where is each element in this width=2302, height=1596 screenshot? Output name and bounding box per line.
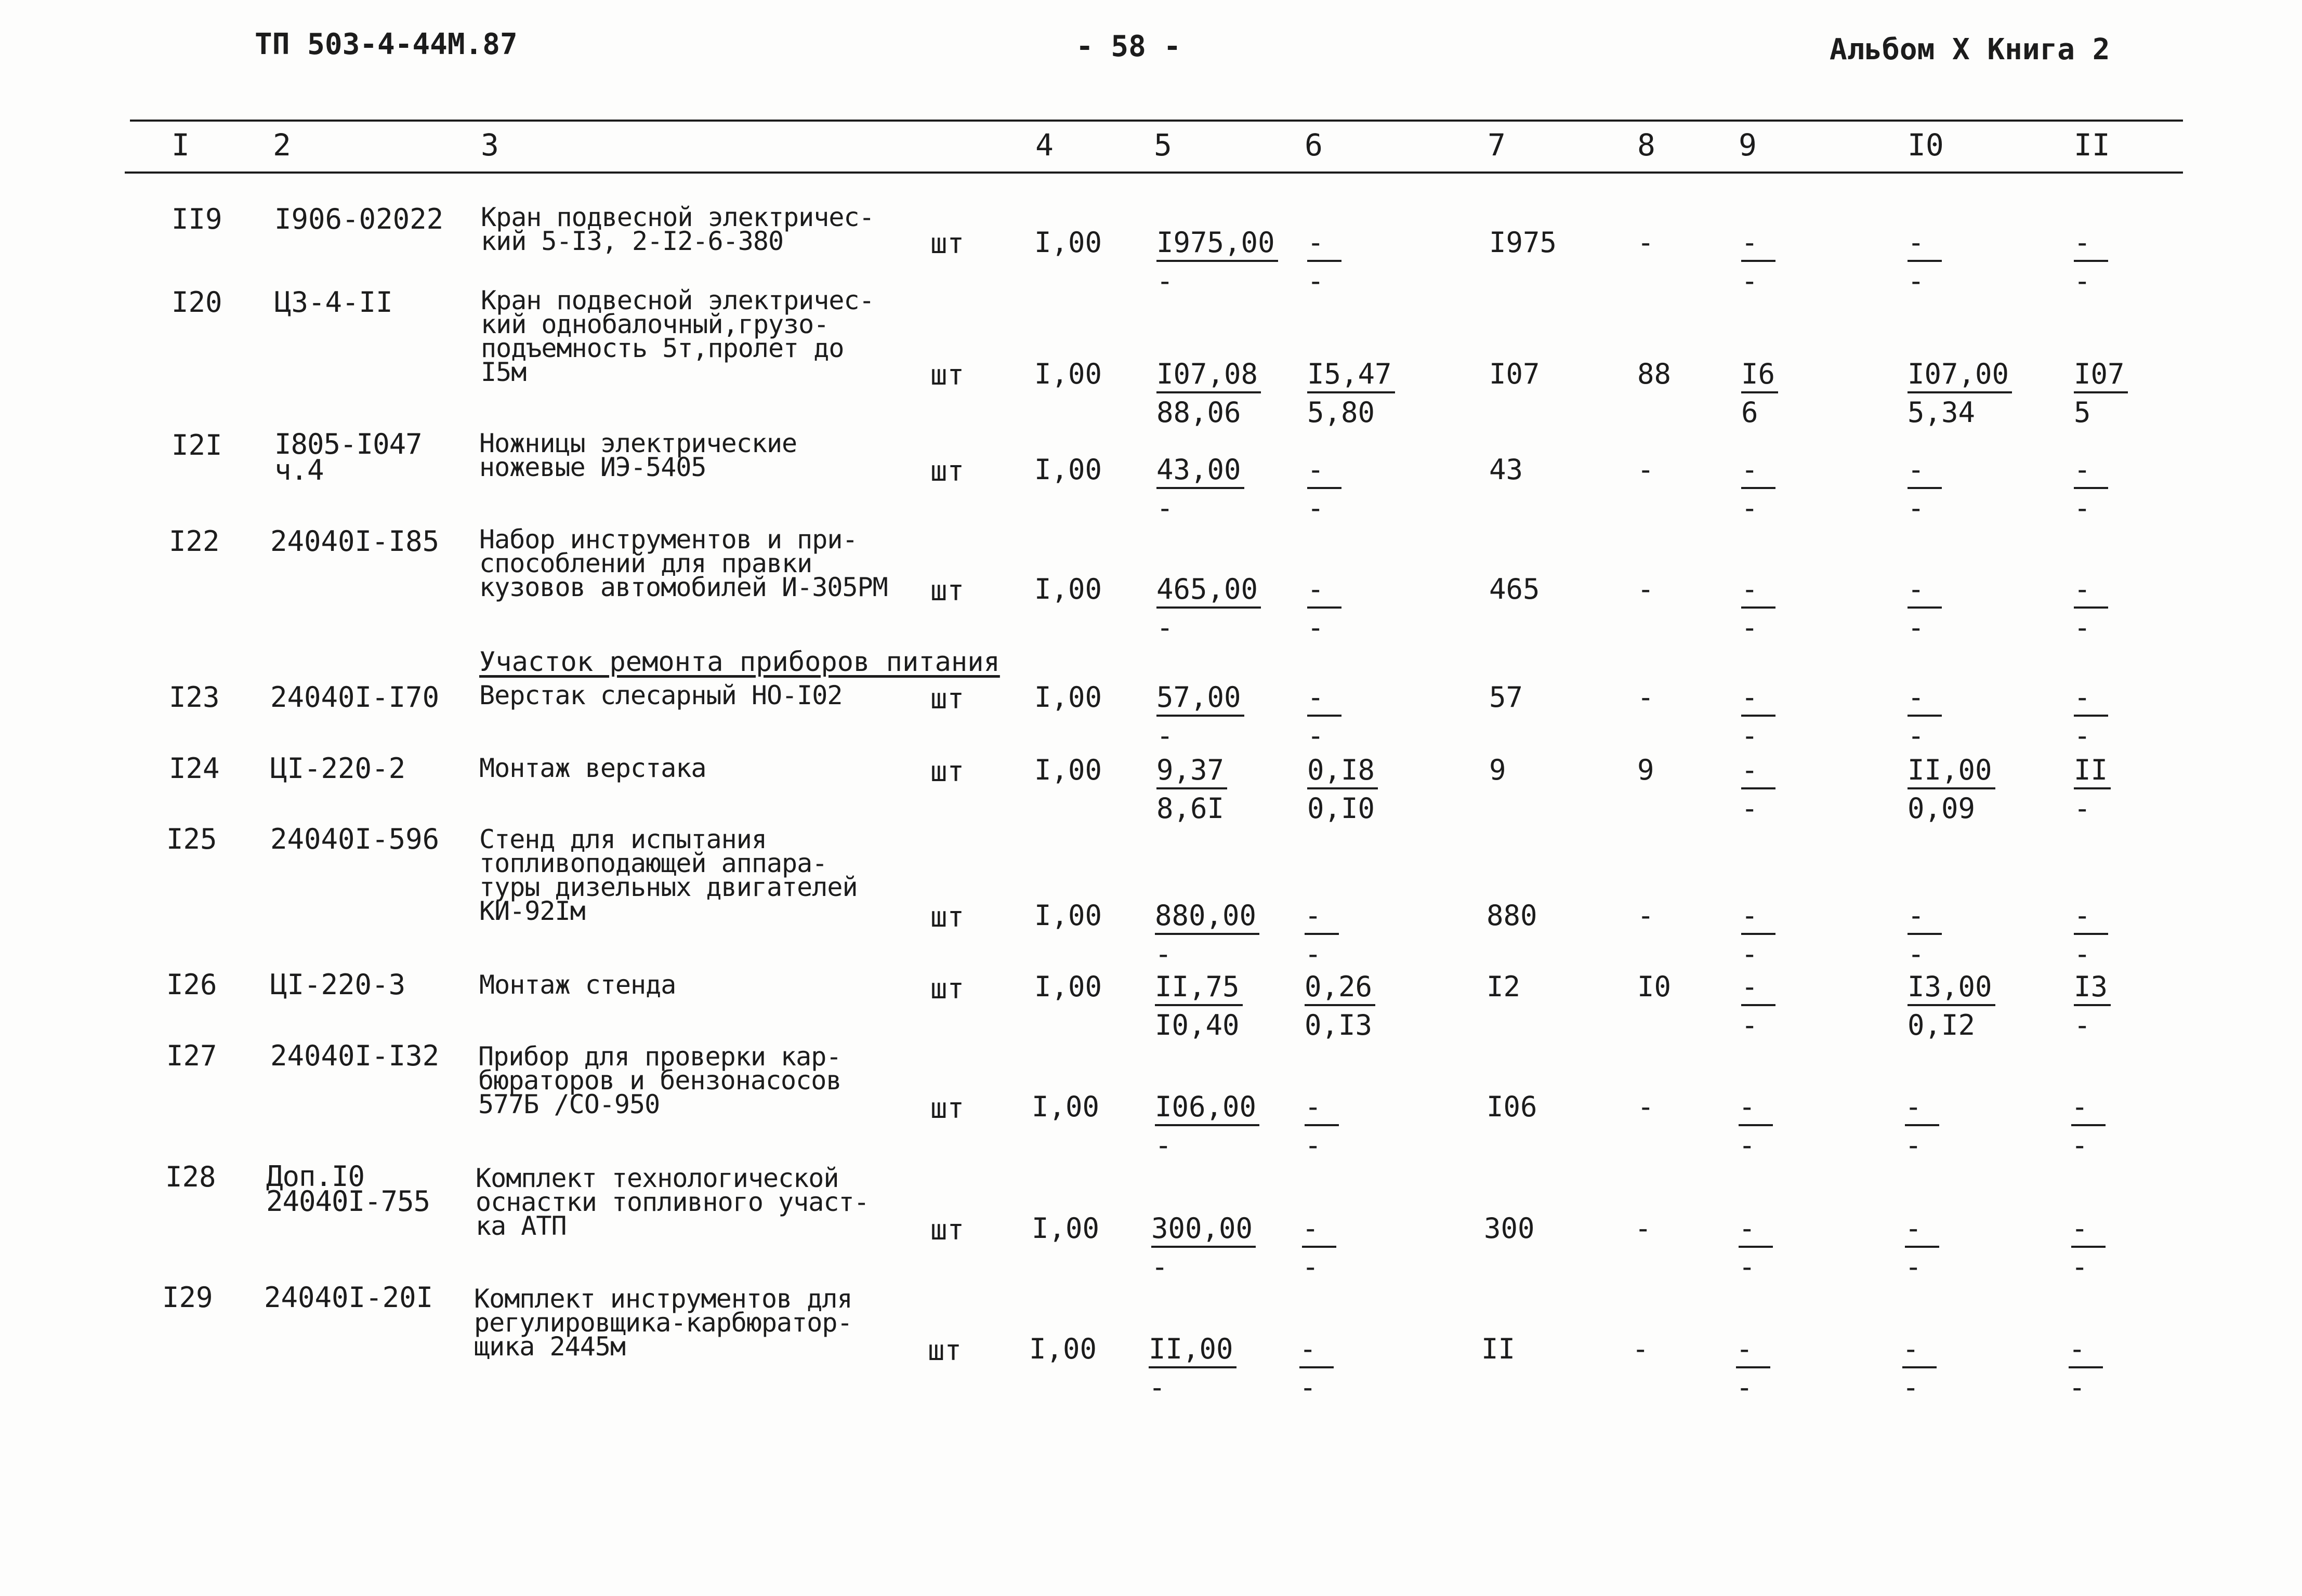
row-124-col6-top: 0,I8: [1307, 756, 1378, 789]
row-129-col9-bottom: -: [1736, 1371, 1753, 1404]
row-122-col9-bottom: -: [1741, 611, 1758, 644]
row-121-no: I2I: [172, 429, 222, 461]
row-122-col10: [1908, 575, 1942, 642]
row-121-col6: [1307, 453, 1341, 524]
row-119-col11-bottom: -: [2074, 265, 2091, 297]
row-122-col8: -: [1637, 573, 1654, 605]
row-123-code: 24040I-I70: [270, 681, 440, 714]
row-121-col6-bottom: -: [1307, 492, 1324, 524]
row-125-col6-bottom: -: [1305, 938, 1322, 970]
row-119-col5: [1156, 226, 1278, 297]
row-126-qty: I,00: [1034, 970, 1102, 1003]
row-124-col11: [2074, 756, 2111, 823]
row-126-col11-bottom: -: [2074, 1009, 2091, 1041]
row-125-col11-bottom: -: [2074, 938, 2091, 970]
page-number: - 58 -: [1076, 30, 1181, 63]
row-129-col10: [1902, 1335, 1937, 1402]
row-121-col5-top: 43,00: [1156, 456, 1244, 489]
row-126-col9: [1741, 970, 1775, 1041]
row-129-col10-bottom: -: [1902, 1371, 1919, 1404]
row-123-col5-bottom: -: [1156, 719, 1174, 752]
row-121-col9-top: -: [1741, 456, 1775, 489]
row-129-col5-bottom: -: [1149, 1371, 1166, 1404]
row-124-col11-top: II: [2074, 756, 2111, 789]
row-120-col6: [1307, 360, 1395, 427]
row-124-col5-top: 9,37: [1156, 756, 1227, 789]
row-127-qty: I,00: [1032, 1090, 1100, 1123]
row-122-col6: [1307, 575, 1341, 642]
row-126-col7: I2: [1487, 970, 1521, 1003]
row-122-col9-top: -: [1741, 575, 1775, 609]
row-123-qty: I,00: [1034, 681, 1102, 714]
row-121-col5-bottom: -: [1156, 492, 1174, 524]
row-123-col9-bottom: -: [1741, 719, 1758, 752]
row-121-col10-bottom: -: [1908, 492, 1925, 524]
row-125-col6-top: -: [1305, 902, 1339, 935]
row-127-col6: [1305, 1090, 1339, 1162]
row-123-col9-top: -: [1741, 683, 1775, 717]
row-119-col10-bottom: -: [1908, 265, 1925, 297]
row-125-desc: Стенд для испытания топливоподающей аппара- туры дизельных двигателей КИ-92Iм: [479, 824, 858, 926]
row-124-col10-top: II,00: [1908, 756, 1995, 789]
col-header-1: I: [172, 127, 190, 163]
row-126-col6-top: 0,26: [1305, 973, 1375, 1006]
row-124-col5: [1156, 756, 1227, 823]
row-127-col6-bottom: -: [1305, 1129, 1322, 1162]
row-128-unit: шт: [930, 1214, 965, 1246]
row-121-col11: [2074, 453, 2108, 524]
row-121-col8: -: [1637, 453, 1654, 486]
row-128-no: I28: [165, 1160, 216, 1193]
row-124-no: I24: [169, 752, 220, 785]
row-128-col6: [1302, 1212, 1336, 1283]
row-119-col6-bottom: -: [1307, 265, 1324, 297]
row-126-code: ЦI-220-3: [270, 968, 406, 1001]
row-120-col9-top: I6: [1741, 360, 1778, 393]
col-header-11: II: [2074, 127, 2110, 163]
row-122-col9: [1741, 575, 1775, 642]
row-125-col10: [1908, 899, 1942, 970]
row-119-col10: [1908, 226, 1942, 297]
row-122-col11-top: -: [2074, 575, 2108, 609]
row-125-col9: [1741, 899, 1775, 970]
row-125-code: 24040I-596: [270, 823, 440, 855]
row-126-col5-bottom: I0,40: [1155, 1009, 1240, 1041]
row-128-col7: 300: [1484, 1212, 1535, 1245]
row-120-no: I20: [172, 286, 222, 319]
row-127-unit: шт: [930, 1092, 965, 1125]
row-119-desc: Кран подвесной электричес- кий 5-I3, 2-I2-6-380: [481, 202, 874, 256]
row-120-qty: I,00: [1034, 358, 1102, 390]
row-127-col5: [1155, 1090, 1259, 1162]
row-129-col5-top: II,00: [1149, 1335, 1236, 1368]
row-128-col5-top: 300,00: [1151, 1215, 1256, 1248]
row-129-col9: [1736, 1335, 1770, 1402]
row-127-col9-top: -: [1739, 1093, 1773, 1126]
row-125-col11: [2074, 899, 2108, 970]
row-127-col5-top: I06,00: [1155, 1093, 1259, 1126]
row-124-col9-bottom: -: [1741, 792, 1758, 825]
row-128-col6-top: -: [1302, 1215, 1336, 1248]
row-122-col10-bottom: -: [1908, 611, 1925, 644]
row-119-code: I906-02022: [274, 203, 444, 235]
row-129-col11-bottom: -: [2069, 1371, 2086, 1404]
row-128-code: Доп.I0 24040I-755: [266, 1160, 430, 1218]
row-127-no: I27: [166, 1039, 217, 1072]
row-120-col10-top: I07,00: [1908, 360, 2012, 393]
row-123-col5: [1156, 683, 1244, 750]
row-129-col11-top: -: [2069, 1335, 2103, 1368]
row-120-col6-bottom: 5,80: [1307, 396, 1375, 429]
col-header-9: 9: [1739, 127, 1757, 163]
row-128-col11: [2071, 1212, 2106, 1283]
row-120-desc: Кран подвесной электричес- кий однобалочный,грузо- подъемность 5т,пролет до I5м: [481, 285, 874, 387]
header-top-rule: [130, 120, 2183, 122]
row-119-col11: [2074, 226, 2108, 297]
row-119-col11-top: -: [2074, 229, 2108, 262]
row-120-col8: 88: [1637, 358, 1672, 390]
row-127-col7: I06: [1487, 1090, 1537, 1123]
row-119-col5-bottom: -: [1156, 265, 1174, 297]
row-129-qty: I,00: [1029, 1333, 1097, 1365]
row-129-col5: [1149, 1335, 1236, 1402]
row-126-desc: Монтаж стенда: [479, 970, 676, 1000]
row-127-desc: Прибор для проверки кар- бюраторов и бензонасосов 577Б /СО-950: [478, 1041, 841, 1119]
row-121-col11-bottom: -: [2074, 492, 2091, 524]
row-128-col10-top: -: [1905, 1215, 1939, 1248]
row-120-col10: [1908, 360, 2012, 427]
row-125-col6: [1305, 899, 1339, 970]
row-129-col7: II: [1481, 1333, 1516, 1365]
row-121-qty: I,00: [1034, 453, 1102, 486]
row-121-col5: [1156, 453, 1244, 524]
row-123-col9: [1741, 683, 1775, 750]
row-123-unit: шт: [930, 682, 965, 715]
row-119-unit: шт: [930, 227, 965, 260]
row-122-col10-top: -: [1908, 575, 1942, 609]
row-122-col11: [2074, 575, 2108, 642]
row-123-col10-bottom: -: [1908, 719, 1925, 752]
row-126-no: I26: [166, 968, 217, 1001]
row-123-col8: -: [1637, 681, 1654, 714]
col-header-2: 2: [273, 127, 291, 163]
row-123-col11: [2074, 683, 2108, 750]
row-126-col11-top: I3: [2074, 973, 2111, 1006]
section-title: Участок ремонта приборов питания: [479, 647, 1000, 678]
col-header-8: 8: [1637, 127, 1655, 163]
row-127-col9-bottom: -: [1739, 1129, 1756, 1162]
row-125-col7: 880: [1487, 899, 1537, 932]
row-123-col6-top: -: [1307, 683, 1341, 717]
row-122-col6-top: -: [1307, 575, 1341, 609]
row-126-col8: I0: [1637, 970, 1672, 1003]
row-124-col9-top: -: [1741, 756, 1775, 789]
row-120-col11: [2074, 360, 2128, 427]
row-127-col10-bottom: -: [1905, 1129, 1922, 1162]
row-126-col10-bottom: 0,I2: [1908, 1009, 1976, 1041]
row-129-col8: -: [1632, 1333, 1649, 1365]
row-129-unit: шт: [928, 1334, 962, 1367]
row-124-desc: Монтаж верстака: [479, 753, 706, 783]
row-125-col8: -: [1637, 899, 1654, 932]
row-129-col6: [1299, 1335, 1334, 1402]
row-126-col10: [1908, 970, 1995, 1041]
row-129-col6-top: -: [1299, 1335, 1334, 1368]
row-129-col10-top: -: [1902, 1335, 1937, 1368]
row-125-col9-top: -: [1741, 902, 1775, 935]
row-119-qty: I,00: [1034, 226, 1102, 259]
row-127-code: 24040I-I32: [270, 1039, 440, 1072]
row-125-col9-bottom: -: [1741, 938, 1758, 970]
row-121-col7: 43: [1489, 453, 1523, 486]
row-122-col11-bottom: -: [2074, 611, 2091, 644]
row-126-col10-top: I3,00: [1908, 973, 1995, 1006]
row-126-col5: [1155, 970, 1243, 1041]
row-127-col8: -: [1637, 1090, 1654, 1123]
row-123-col5-top: 57,00: [1156, 683, 1244, 717]
row-128-col5: [1151, 1212, 1256, 1283]
row-127-col11: [2071, 1090, 2106, 1162]
row-124-col10: [1908, 756, 1995, 823]
row-127-col6-top: -: [1305, 1093, 1339, 1126]
row-124-code: ЦI-220-2: [270, 752, 406, 785]
row-124-col6: [1307, 756, 1378, 823]
row-126-unit: шт: [930, 972, 965, 1005]
row-127-col10-top: -: [1905, 1093, 1939, 1126]
row-128-col8: -: [1635, 1212, 1652, 1245]
row-123-col11-top: -: [2074, 683, 2108, 717]
row-120-col9: [1741, 360, 1778, 427]
row-123-col7: 57: [1489, 681, 1523, 714]
row-126-col5-top: II,75: [1155, 973, 1243, 1006]
row-120-code: ЦЗ-4-II: [274, 286, 393, 319]
col-header-3: 3: [481, 127, 499, 163]
row-127-col11-top: -: [2071, 1093, 2106, 1126]
row-124-qty: I,00: [1034, 754, 1102, 786]
row-121-col10-top: -: [1908, 456, 1942, 489]
row-119-col8: -: [1637, 226, 1654, 259]
row-121-desc: Ножницы электрические ножевые ИЭ-5405: [479, 428, 797, 482]
row-120-col7: I07: [1489, 358, 1540, 390]
header-bottom-rule: [125, 172, 2183, 174]
row-122-code: 24040I-I85: [270, 525, 440, 558]
row-128-col10-bottom: -: [1905, 1250, 1922, 1283]
row-127-col11-bottom: -: [2071, 1129, 2088, 1162]
row-124-col11-bottom: -: [2074, 792, 2091, 825]
row-119-col7: I975: [1489, 226, 1557, 259]
row-127-col10: [1905, 1090, 1939, 1162]
row-125-col5-top: 880,00: [1155, 902, 1259, 935]
row-120-col11-bottom: 5: [2074, 396, 2091, 429]
row-122-no: I22: [169, 525, 220, 558]
row-125-unit: шт: [930, 901, 965, 933]
row-128-col9-bottom: -: [1739, 1250, 1756, 1283]
col-header-5: 5: [1154, 127, 1172, 163]
row-128-col11-top: -: [2071, 1215, 2106, 1248]
row-119-col6: [1307, 226, 1341, 297]
row-121-col9-bottom: -: [1741, 492, 1758, 524]
row-120-col11-top: I07: [2074, 360, 2128, 393]
row-125-col5: [1155, 899, 1259, 970]
row-126-col6-bottom: 0,I3: [1305, 1009, 1373, 1041]
row-120-col6-top: I5,47: [1307, 360, 1395, 393]
row-121-col11-top: -: [2074, 456, 2108, 489]
row-120-col9-bottom: 6: [1741, 396, 1758, 429]
row-123-col10-top: -: [1908, 683, 1942, 717]
col-header-4: 4: [1035, 127, 1054, 163]
row-125-qty: I,00: [1034, 899, 1102, 932]
row-123-col6: [1307, 683, 1341, 750]
row-122-col7: 465: [1489, 573, 1540, 605]
row-122-qty: I,00: [1034, 573, 1102, 605]
row-120-col10-bottom: 5,34: [1908, 396, 1976, 429]
row-128-col6-bottom: -: [1302, 1250, 1319, 1283]
row-122-col5-top: 465,00: [1156, 575, 1261, 609]
row-129-col6-bottom: -: [1299, 1371, 1317, 1404]
col-header-6: 6: [1305, 127, 1323, 163]
row-125-col5-bottom: -: [1155, 938, 1172, 970]
row-122-col5-bottom: -: [1156, 611, 1174, 644]
row-119-col6-top: -: [1307, 229, 1341, 262]
row-129-code: 24040I-20I: [264, 1281, 433, 1314]
col-header-7: 7: [1488, 127, 1506, 163]
row-125-no: I25: [166, 823, 217, 855]
row-125-col10-bottom: -: [1908, 938, 1925, 970]
row-119-col5-top: I975,00: [1156, 229, 1278, 262]
row-121-col9: [1741, 453, 1775, 524]
row-121-col10: [1908, 453, 1942, 524]
row-122-unit: шт: [930, 574, 965, 607]
row-119-col9: [1741, 226, 1775, 297]
row-119-col10-top: -: [1908, 229, 1942, 262]
row-120-unit: шт: [930, 359, 965, 391]
row-126-col9-bottom: -: [1741, 1009, 1758, 1041]
row-124-col5-bottom: 8,6I: [1156, 792, 1225, 825]
row-122-col6-bottom: -: [1307, 611, 1324, 644]
row-124-unit: шт: [930, 755, 965, 788]
row-124-col10-bottom: 0,09: [1908, 792, 1976, 825]
row-123-col10: [1908, 683, 1942, 750]
album-label: Альбом X Книга 2: [1830, 33, 2110, 67]
row-122-desc: Набор инструментов и при- способлений для правки кузовов автомобилей И-305РМ: [479, 524, 888, 602]
row-119-no: II9: [172, 203, 222, 235]
row-120-col5-bottom: 88,06: [1156, 396, 1241, 429]
row-128-col11-bottom: -: [2071, 1250, 2088, 1283]
row-128-col10: [1905, 1212, 1939, 1283]
row-119-col9-bottom: -: [1741, 265, 1758, 297]
row-128-col9: [1739, 1212, 1773, 1283]
row-123-col11-bottom: -: [2074, 719, 2091, 752]
row-124-col9: [1741, 756, 1775, 823]
row-126-col6: [1305, 970, 1375, 1041]
row-126-col9-top: -: [1741, 973, 1775, 1006]
row-128-qty: I,00: [1032, 1212, 1100, 1245]
row-122-col5: [1156, 575, 1261, 642]
row-124-col8: 9: [1637, 754, 1654, 786]
row-129-no: I29: [162, 1281, 213, 1314]
row-126-col11: [2074, 970, 2111, 1041]
doc-code: ТП 503-4-44М.87: [255, 28, 518, 61]
row-121-code: I805-I047 ч.4: [274, 428, 422, 486]
col-header-10: I0: [1908, 127, 1944, 163]
row-121-col6-top: -: [1307, 456, 1341, 489]
row-128-col5-bottom: -: [1151, 1250, 1168, 1283]
row-119-col9-top: -: [1741, 229, 1775, 262]
row-120-col5-top: I07,08: [1156, 360, 1261, 393]
row-124-col7: 9: [1489, 754, 1506, 786]
row-123-no: I23: [169, 681, 220, 714]
row-129-col9-top: -: [1736, 1335, 1770, 1368]
row-123-col6-bottom: -: [1307, 719, 1324, 752]
row-120-col5: [1156, 360, 1261, 427]
row-129-col11: [2069, 1335, 2103, 1402]
row-127-col9: [1739, 1090, 1773, 1162]
row-128-col9-top: -: [1739, 1215, 1773, 1248]
row-125-col11-top: -: [2074, 902, 2108, 935]
row-121-unit: шт: [930, 455, 965, 487]
row-124-col6-bottom: 0,I0: [1307, 792, 1375, 825]
row-127-col5-bottom: -: [1155, 1129, 1172, 1162]
row-128-desc: Комплект технологической оснастки топливного участ- ка АТП: [476, 1163, 869, 1241]
row-125-col10-top: -: [1908, 902, 1942, 935]
row-123-desc: Верстак слесарный НО-I02: [479, 680, 843, 710]
row-129-desc: Комплект инструментов для регулировщика-карбюратор- щика 2445м: [474, 1284, 852, 1362]
